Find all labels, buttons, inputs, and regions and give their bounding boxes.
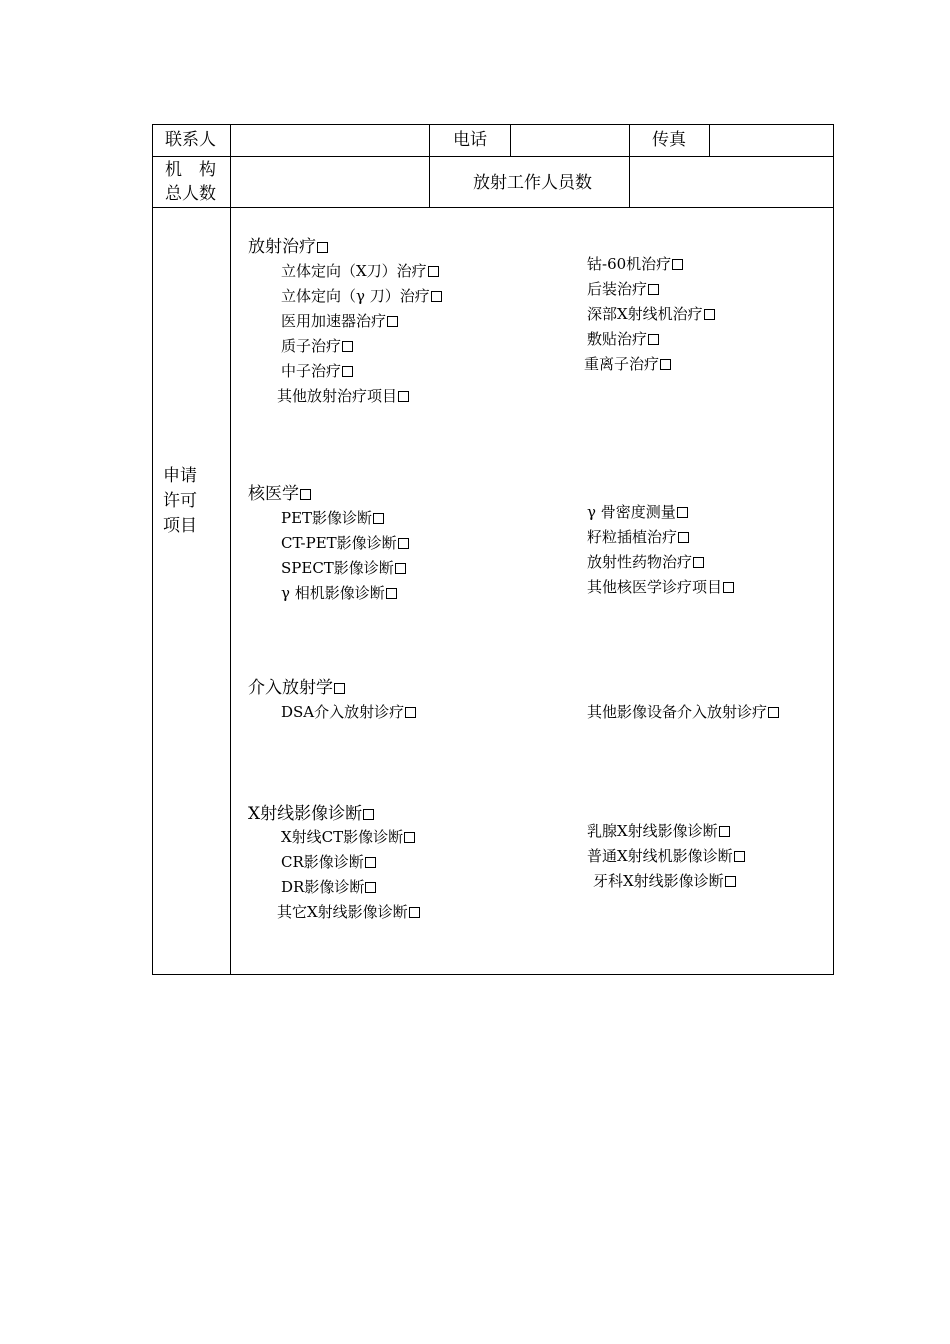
radiotherapy-option[interactable]: 钴-60机治疗 [587, 257, 683, 272]
checkbox[interactable] [398, 391, 409, 402]
nuclear-medicine-option[interactable]: PET影像诊断 [281, 511, 384, 526]
nuclear-medicine-title[interactable]: 核医学 [248, 486, 311, 503]
checkbox[interactable] [363, 809, 374, 820]
radiotherapy-option[interactable]: 立体定向（γ 刀）治疗 [281, 289, 442, 304]
checkbox[interactable] [428, 266, 439, 277]
nuclear-medicine-option[interactable]: γ 相机影像诊断 [281, 586, 397, 601]
radiotherapy-option[interactable]: 质子治疗 [281, 339, 353, 354]
xray-imaging-option[interactable]: DR影像诊断 [281, 880, 376, 895]
nuclear-medicine-option[interactable]: CT-PET影像诊断 [281, 536, 409, 551]
interventional-radiology-title[interactable]: 介入放射学 [248, 680, 345, 697]
checkbox[interactable] [734, 851, 745, 862]
radiotherapy-option[interactable]: 后装治疗 [587, 282, 659, 297]
row-divider [153, 156, 833, 157]
row-divider [153, 207, 833, 208]
xray-imaging-option[interactable]: 其它X射线影像诊断 [277, 905, 420, 920]
xray-imaging-title[interactable]: X射线影像诊断 [248, 806, 374, 823]
nuclear-medicine-option[interactable]: 籽粒插植治疗 [587, 530, 689, 545]
column-divider [429, 125, 430, 207]
org-total-label-line2: 总人数 [165, 184, 216, 204]
xray-imaging-option[interactable]: CR影像诊断 [281, 855, 376, 870]
checkbox[interactable] [342, 341, 353, 352]
checkbox[interactable] [677, 507, 688, 518]
checkbox[interactable] [395, 563, 406, 574]
column-divider [510, 125, 511, 156]
radiotherapy-option[interactable]: 中子治疗 [281, 364, 353, 379]
checkbox[interactable] [431, 291, 442, 302]
radiotherapy-option[interactable]: 重离子治疗 [584, 357, 671, 372]
checkbox[interactable] [317, 242, 328, 253]
checkbox[interactable] [768, 707, 779, 718]
phone-label: 电话 [453, 130, 487, 150]
nuclear-medicine-option[interactable]: 其他核医学诊疗项目 [587, 580, 734, 595]
checkbox[interactable] [719, 826, 730, 837]
radiotherapy-option[interactable]: 立体定向（X刀）治疗 [281, 264, 439, 279]
checkbox[interactable] [648, 334, 659, 345]
nuclear-medicine-option[interactable]: 放射性药物治疗 [587, 555, 704, 570]
contact-label: 联系人 [165, 130, 216, 150]
checkbox[interactable] [373, 513, 384, 524]
xray-imaging-option[interactable]: 乳腺X射线影像诊断 [587, 824, 730, 839]
interventional-radiology-option[interactable]: DSA介入放射诊疗 [281, 705, 416, 720]
checkbox[interactable] [660, 359, 671, 370]
xray-imaging-option[interactable]: X射线CT影像诊断 [281, 830, 415, 845]
interventional-radiology-option[interactable]: 其他影像设备介入放射诊疗 [587, 705, 779, 720]
column-divider [230, 125, 231, 974]
checkbox[interactable] [334, 683, 345, 694]
license-form-table [152, 124, 834, 975]
nuclear-medicine-option[interactable]: SPECT影像诊断 [281, 561, 406, 576]
radiation-staff-label: 放射工作人员数 [473, 173, 592, 193]
apply-label-line3: 项目 [163, 516, 197, 536]
checkbox[interactable] [300, 489, 311, 500]
checkbox[interactable] [387, 316, 398, 327]
apply-label-line2: 许可 [163, 491, 197, 511]
fax-label: 传真 [652, 130, 686, 150]
checkbox[interactable] [723, 582, 734, 593]
radiotherapy-option[interactable]: 深部X射线机治疗 [587, 307, 715, 322]
checkbox[interactable] [704, 309, 715, 320]
xray-imaging-option[interactable]: 普通X射线机影像诊断 [587, 849, 745, 864]
column-divider [709, 125, 710, 156]
xray-imaging-option[interactable]: 牙科X射线影像诊断 [593, 874, 736, 889]
radiotherapy-option[interactable]: 医用加速器治疗 [281, 314, 398, 329]
checkbox[interactable] [405, 707, 416, 718]
checkbox[interactable] [342, 366, 353, 377]
checkbox[interactable] [725, 876, 736, 887]
nuclear-medicine-option[interactable]: γ 骨密度测量 [587, 505, 688, 520]
checkbox[interactable] [365, 882, 376, 893]
column-divider [629, 125, 630, 207]
checkbox[interactable] [693, 557, 704, 568]
radiotherapy-option[interactable]: 敷贴治疗 [587, 332, 659, 347]
checkbox[interactable] [672, 259, 683, 270]
org-total-label-line1: 机 构 [165, 160, 216, 180]
checkbox[interactable] [386, 588, 397, 599]
checkbox[interactable] [365, 857, 376, 868]
apply-label-line1: 申请 [163, 466, 197, 486]
checkbox[interactable] [648, 284, 659, 295]
checkbox[interactable] [678, 532, 689, 543]
checkbox[interactable] [404, 832, 415, 843]
radiotherapy-option[interactable]: 其他放射治疗项目 [277, 389, 409, 404]
radiotherapy-title[interactable]: 放射治疗 [248, 239, 328, 256]
checkbox[interactable] [409, 907, 420, 918]
checkbox[interactable] [398, 538, 409, 549]
